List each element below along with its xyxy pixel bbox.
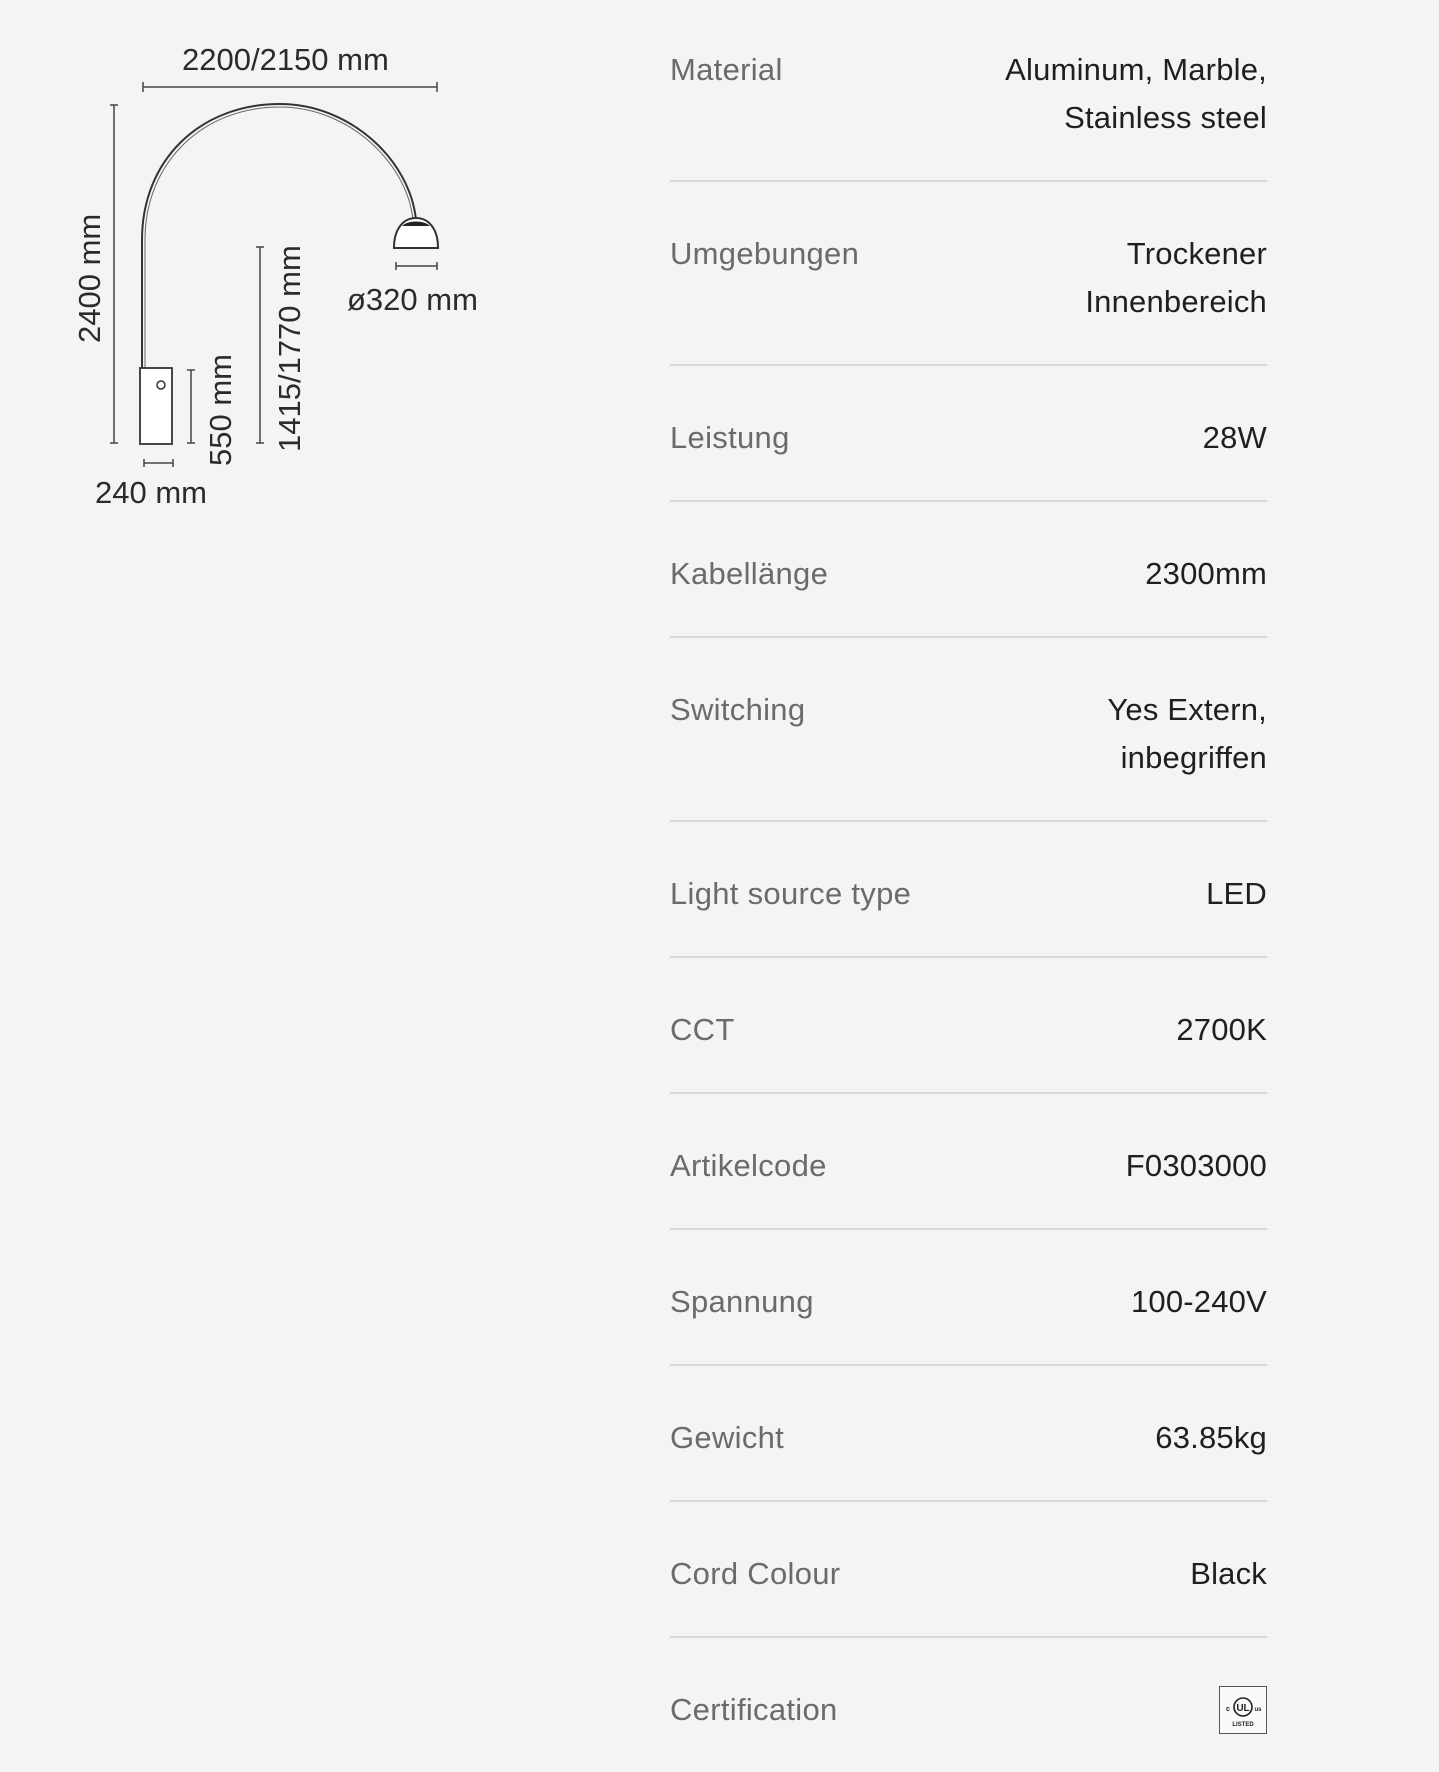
spec-value-line: Stainless steel (1064, 100, 1267, 135)
arm-height-dimension-label: 1415/1770 mm (272, 245, 307, 452)
spec-label: Leistung (670, 420, 790, 455)
base-width-dimension-label: 240 mm (95, 475, 207, 510)
spec-row-article-code (670, 1094, 1267, 1230)
spec-label: Certification (670, 1692, 838, 1727)
spec-row-switching (670, 638, 1267, 822)
spec-label: Cord Colour (670, 1556, 841, 1591)
spec-row-light-source-type (670, 822, 1267, 958)
spec-row-cct (670, 958, 1267, 1094)
spec-label: Switching (670, 692, 806, 727)
ul-logo-svg (1221, 1688, 1265, 1732)
spec-row-material (670, 0, 1267, 182)
spec-value (1107, 686, 1267, 782)
spec-label: Light source type (670, 876, 912, 911)
shade-diameter-label: ø320 mm (347, 282, 478, 317)
ul-listed-text: LISTED (1232, 1722, 1254, 1728)
ul-mark-text: UL (1236, 1703, 1250, 1714)
spec-row-environment (670, 182, 1267, 366)
spec-label: CCT (670, 1012, 735, 1047)
spec-value: 2300mm (1145, 556, 1267, 591)
spec-row-cable-length (670, 502, 1267, 638)
spec-value-line: Yes Extern, (1107, 692, 1267, 727)
ul-c-text: c (1226, 1706, 1230, 1713)
lamp-dimension-diagram (0, 0, 560, 540)
spec-label: Kabellänge (670, 556, 829, 591)
spec-value: 2700K (1176, 1012, 1267, 1047)
spec-label: Material (670, 52, 783, 87)
spec-row-cord-colour (670, 1502, 1267, 1638)
spec-value: 28W (1202, 420, 1267, 455)
spec-row-power (670, 366, 1267, 502)
spec-value: LED (1206, 876, 1267, 911)
spec-row-certification (670, 1638, 1267, 1772)
spec-row-weight (670, 1366, 1267, 1502)
spec-value (1085, 230, 1267, 326)
spec-value: Black (1190, 1556, 1267, 1591)
base-height-dimension-label: 550 mm (203, 354, 238, 466)
spec-label: Gewicht (670, 1420, 785, 1455)
spec-value-line: inbegriffen (1120, 740, 1267, 775)
ul-us-text: us (1254, 1707, 1262, 1713)
spec-value: F0303000 (1125, 1148, 1267, 1183)
specifications-table (670, 0, 1267, 1772)
spec-value: 100-240V (1130, 1284, 1267, 1319)
spec-value-line: Aluminum, Marble, (1005, 52, 1267, 87)
spec-value: 63.85kg (1155, 1420, 1267, 1455)
spec-label: Artikelcode (670, 1148, 827, 1183)
height-dimension-label: 2400 mm (72, 213, 107, 343)
spec-value-line: Innenbereich (1085, 284, 1267, 319)
spec-label: Spannung (670, 1284, 814, 1319)
spec-value-line: Trockener (1126, 236, 1267, 271)
ul-listed-certification-icon (1219, 1686, 1267, 1734)
width-dimension-label: 2200/2150 mm (182, 42, 389, 77)
spec-row-voltage (670, 1230, 1267, 1366)
spec-value (1005, 46, 1267, 142)
spec-label: Umgebungen (670, 236, 860, 271)
